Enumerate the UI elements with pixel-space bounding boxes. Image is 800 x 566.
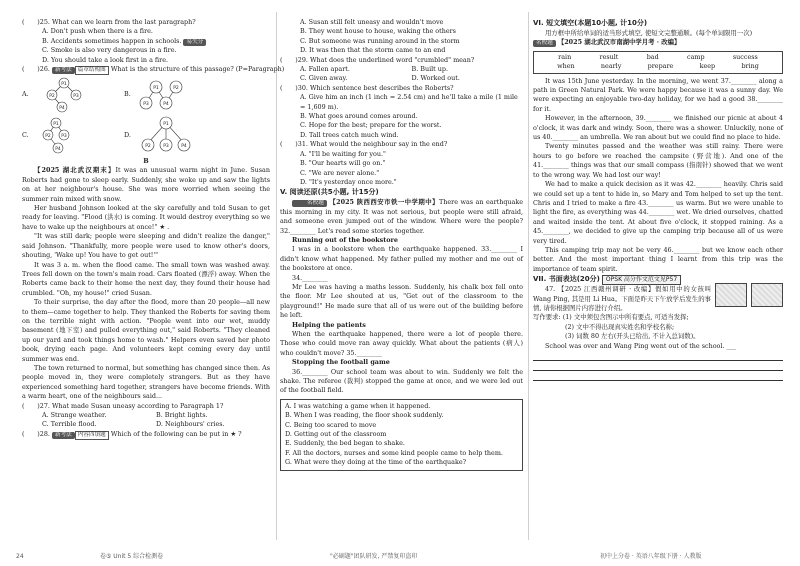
tree-node-label: P2 [173, 86, 179, 92]
famous-school-tag: 名校题 [292, 200, 327, 207]
section-6-title: VI. 短文填空(本题10小题, 计10分) [533, 19, 648, 27]
tree-node-label: P4 [59, 106, 65, 112]
question-27-option: C. Terrible flood. [42, 420, 97, 429]
passage-paragraph: When the earthquake happened, there were a lot of people there. Those who could move ran away quickly. What about the patients (病人) who couldn't move? 35.________ [280, 330, 523, 357]
tree-node-label: P1 [53, 122, 59, 128]
passage-paragraph: To their surprise, the day after the flood, more than 20 people—all new to them—came together to help. They thanked the Roberts for saving them on the terrible night with action. "People went into our wet, muddy basement (地下室) and pulled everything out," said Roberts. "They cleaned up our yard and took things home to wash." Helpers even saved her photo book, drying each page. And volunteers kept coming every day until summer was end. [22, 298, 270, 363]
tree-node-label: P4 [181, 144, 187, 150]
question-28-stem: Which of the following can be put in ★ ? [110, 429, 242, 438]
question-29-option: B. Built up. [411, 65, 448, 74]
answer-line[interactable] [533, 351, 783, 361]
word-bank-item: keep [699, 62, 716, 71]
passage-paragraph: This camping trip may not be very 46.________ but we know each other better. And the most important thing I learnt from this trip was the importance of team spirit. [533, 245, 783, 273]
word-bank [533, 51, 783, 74]
passage-paragraph: It was an unusual warm night in June. Susan Roberts had gone to sleep early. Suddenly, she woke up and saw the lights on at her neighbour's house. She was more worried when seeing the summer rain mixed with snow. [22, 166, 270, 203]
question-27-option: A. Strange weather. [42, 411, 107, 419]
tree-diagram-d [136, 115, 226, 157]
word-bank-item: bad [646, 52, 659, 61]
tree-diagram-a [34, 75, 124, 115]
question-29-option: D. Worked out. [411, 74, 460, 83]
tree-node-label: P4 [163, 102, 169, 108]
question-27-option: D. Neighbours' cries. [156, 420, 225, 429]
question-28-option: D. It was then that the storm came to an end [300, 46, 446, 55]
word-bank-item: nearly [600, 62, 622, 71]
tree-node-label: P4 [55, 147, 61, 153]
footer-notice: "必刷题"团队研发, 严禁复印盗印 [330, 553, 418, 560]
tree-node-label: P3 [143, 102, 149, 108]
question-29-stem: ( )29. What does the underlined word "crumbled" mean? [280, 55, 475, 64]
word-bank-item: camp [687, 52, 705, 61]
passage-paragraph: We had to make a quick decision as it was 42.________ heavily. Chris said we could set up a tent to hide in, so Mary and Tom helped to set up the tent. Chris and I tried to make a fire 43.________ us warm. But we were unable to light the fire, as everything was 44.________ wet. We dried ourselves, chatted and waited inside the tent. At about five o'clock, it stopped raining. As a 45.________, we decided to give up the camping trip because all of us were very tired. [533, 180, 783, 245]
question-31-option: A. "I'll be waiting for you." [300, 149, 386, 158]
box-option: A. I was watching a game when it happened. [285, 401, 431, 410]
tree-node-label: P2 [49, 94, 55, 100]
question-30-option: C. Hope for the best; prepare for the worst. [300, 121, 442, 130]
passage-source: 【2025 湖北武汉期末】 [34, 166, 116, 175]
question-30-stem: ( )30. Which sentence best describes the Roberts? [280, 83, 454, 92]
question-27-option: B. Bright lights. [156, 411, 208, 419]
question-28-number: ( )28. [22, 429, 50, 438]
section-6-instructions: 用方框中所给单词的适当形式填空, 使短文完整通顺。(每个单词限用一次) [545, 29, 753, 37]
answer-line[interactable] [533, 371, 783, 381]
option-b-label: B. [124, 90, 131, 99]
story-picture [715, 283, 747, 307]
famous-school-tag: 名校题 [533, 40, 556, 47]
question-31-stem: ( )31. What would the neighbour say in the end? [280, 140, 448, 149]
word-bank-item: result [599, 52, 619, 61]
question-28-option: C. But someone was running around in the storm [300, 36, 460, 45]
passage-paragraph: However, in the afternoon, 39.________ we finished our picnic at about 4 o'clock, it was dark and windy. Soon, there was a shower. Unluckily, none of us 40.________ an umbrella. We ran about but we could find no place to hide. [533, 114, 783, 142]
passage-paragraph: The town returned to normal, but something has changed since then. As people moved in, they were completely strangers. But as they have experienced something hard together, strangers have become friends. With a warm heart, one of the neighbours said... [22, 363, 270, 401]
question-27-stem: ( )27. What made Susan uneasy according to Paragraph 1? [22, 401, 224, 410]
picture-strip [715, 283, 783, 307]
section-5-title: V. 阅读还原(共5小题, 计15分) [280, 188, 379, 197]
tree-diagram-b [136, 75, 226, 115]
passage-source: 【2025 湖北武汉市南湖中学月考 · 改编】 [557, 38, 681, 47]
question-47-prompt: 47. 【2025 江西赣州调研 · 改编】假如用中的女孩叫 Wang Ping, 其是用 Li Hua。下面是昨天下午放学后发生的事情, 请你根据图片内容进行介绍。 [533, 285, 711, 312]
tree-node-label: P1 [163, 122, 169, 128]
question-30-option: D. Tall trees catch much wind. [300, 130, 399, 139]
question-25-option: B. Accidents sometimes happen in schools. [42, 36, 182, 45]
question-26-stem: What is the structure of this passage? (P=Paragraph) [110, 65, 285, 74]
tree-node-label: P2 [145, 144, 151, 150]
word-bank-item: when [557, 62, 575, 71]
word-bank-item: prepare [647, 62, 674, 71]
section-b-title: B [143, 157, 149, 166]
question-29-option: A. Fallen apart. [300, 65, 350, 74]
answer-lines[interactable] [533, 351, 783, 381]
question-26-number: ( )26. [22, 65, 50, 74]
footer-unit: 卷⑤ Unit 5 综合检测卷 [100, 553, 164, 560]
question-31-option: D. "It's yesterday once more." [300, 177, 397, 186]
passage-paragraph: It was 15th June yesterday. In the morning, we went 37.________ along a path in Green Natural Park. We were happy because it was a sunny day. We were expecting an enjoyable two-day holiday, for we had a good 38.________ for it. [533, 76, 783, 113]
answer-line[interactable] [533, 361, 783, 371]
option-a-label: A. [22, 90, 29, 99]
blank-34: 34.________ [292, 273, 328, 282]
passage-intro: There was an earthquake this morning in my city. It was not serious, but people were still afraid, and someone even jumped out of the window. Where were the people? 32.________ Let's read some stories together. [280, 198, 523, 235]
passage-paragraph: Mr Lee was having a maths lesson. Suddenly, his chalk box fell onto the floor. Mr Lee shouted at us, "Get out of the classroom to the playground!" He made sure that all of us were out of the building before he left. [280, 282, 523, 320]
subheading: Helping the patients [292, 320, 366, 329]
box-option: D. Getting out of the classroom [285, 430, 387, 439]
box-option: B. When I was reading, the floor shook suddenly. [285, 411, 444, 420]
question-25-stem: ( )25. What can we learn from the last paragraph? [22, 18, 196, 26]
word-bank-item: rain [558, 52, 572, 61]
passage-paragraph: "It was still dark; people were sleeping and didn't realize the danger," said Johnson. "Thankfully, more people were used to know other's doors, shouting, 'Wake up! You have to get out!'" [22, 232, 270, 260]
column-divider [276, 12, 277, 540]
column-left [22, 18, 285, 440]
tree-node-label: P1 [153, 86, 159, 92]
new-method-tag: 新考法 [52, 432, 75, 439]
page-number: 24 [16, 553, 24, 560]
options-box [280, 399, 523, 471]
passage-paragraph: Twenty minutes passed and the weather was still rainy. There were hours to go before we reached the campsite (野营地). And one of the 41.________ things was that our small compass (指南针) showed that we went to the wrong way. We had lost our way! [533, 142, 783, 179]
tree-node-label: P3 [163, 144, 169, 150]
question-25-option: C. Smoke is also very dangerous in a fire. [42, 46, 177, 55]
question-28-option: A. Susan still felt uneasy and wouldn't move [300, 18, 444, 26]
question-31-option: B. "Our hearts will go on." [300, 159, 386, 168]
question-28-option: B. They went house to house, waking the others [300, 27, 456, 36]
option-c-label: C. [22, 131, 29, 140]
column-divider [528, 12, 529, 540]
question-30-option: A. Give him an inch (1 inch = 2.54 cm) and he'll take a mile (1 mile = 1,609 m). [300, 93, 518, 111]
word-bank-item: bring [741, 62, 759, 71]
structure-options-row1 [22, 75, 270, 115]
structure-options-row2 [22, 115, 270, 157]
tree-node-label: P3 [61, 134, 67, 140]
section-7-title: VII. 书面表达(20分) [533, 275, 600, 284]
question-31-option: C. "We are never alone." [300, 168, 380, 177]
option-d-label: D. [124, 131, 131, 140]
error-prone-badge: 易失分 [183, 39, 206, 46]
box-option: E. Suddenly, the bed began to shake. [285, 439, 405, 448]
box-option: C. Being too scared to move [285, 420, 377, 429]
question-30-option: B. What goes around comes around. [300, 112, 418, 121]
writing-start: School was over and Wang Ping went out of the school. ___ [545, 341, 737, 350]
word-bank-item: success [732, 52, 758, 61]
column-middle [280, 18, 523, 474]
tree-diagram-c [34, 115, 124, 157]
content-tag: 内容四填题 [75, 431, 109, 440]
writing-requirement: (3) 词数 80 左右(开头已给出, 不计入总词数)。 [565, 332, 700, 341]
passage-paragraph: Her husband Johnson looked at the sky carefully and told Susan to get ready for leaving. "Flood (洪水) is coming. It would destroy everything so we have to wake up the neighbours at once!" ★ . [22, 204, 270, 231]
writing-requirement: 写作要求: (1) 文中须包含图示中所有要点, 可适当发挥; [533, 313, 689, 322]
passage-source: 【2025 陕西西安市铁一中学期中】 [329, 198, 439, 207]
tree-node-label: P3 [73, 94, 79, 100]
question-29-option: C. Given away. [300, 74, 348, 83]
passage-paragraph: 36.________ Our school team was about to win. Suddenly we felt the shake. The referee (裁判) stopped the game at once, and we were led out of the football field. [280, 367, 523, 395]
box-option: F. All the doctors, nurses and some kind people came to help them. [285, 448, 503, 457]
opsk-label: OPSK 高分作文范文见P57 [602, 275, 681, 285]
new-method-tag: 新考法 [52, 67, 75, 74]
subheading: Stopping the football game [292, 358, 390, 367]
footer-book: 初中上分卷 · 英语八年级下册 · 人教版 [600, 553, 702, 560]
structure-tag: 篇章结构图 [75, 66, 109, 75]
story-picture [751, 283, 783, 307]
question-25-option: A. Don't push when there is a fire. [42, 27, 153, 36]
question-25-option: D. You should take a look first in a fire. [42, 55, 169, 64]
box-option: G. What were they doing at the time of the earthquake? [285, 458, 467, 467]
column-right [533, 18, 783, 381]
subheading: Running out of the bookstore [292, 235, 398, 244]
tree-node-label: P1 [61, 82, 67, 88]
passage-paragraph: It was 3 a. m. when the flood came. The small town was washed away. Trees fell down on the town's main road. Cars floated (漂浮) away. When the Roberts came back to their home the next day, they found their house had crumbled. "Oh, my house!" cried Susan. [22, 260, 270, 297]
tree-node-label: P2 [45, 134, 51, 140]
writing-requirement: (2) 文中不得出现真实姓名和学校名称; [565, 322, 675, 331]
passage-paragraph: I was in a bookstore when the earthquake happened. 33.________ I didn't know what happened. My father pulled my mother and me out of the bookstore at once. [280, 245, 523, 273]
